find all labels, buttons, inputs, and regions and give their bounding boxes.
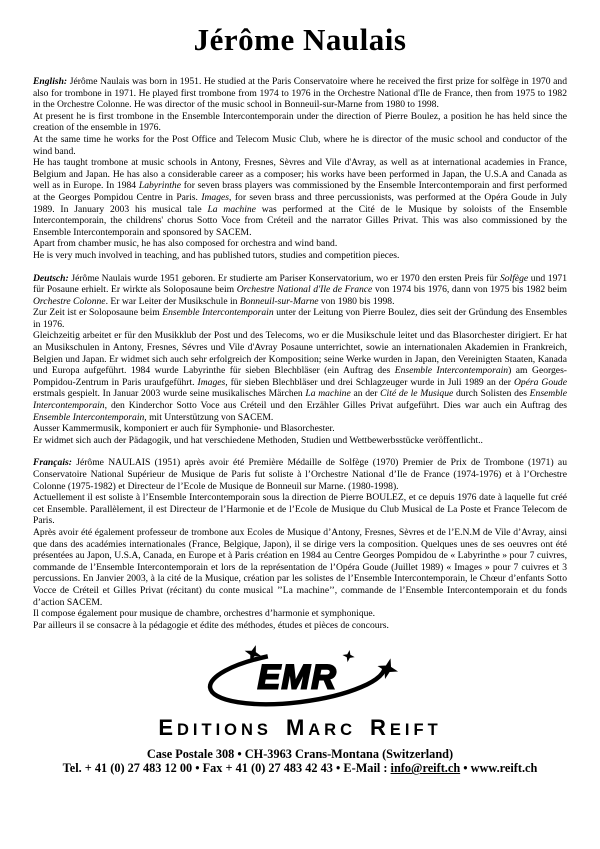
wordmark-word: REIFT (370, 715, 442, 741)
section-deutsch (33, 273, 567, 447)
logo-acronym: EMR (257, 658, 337, 697)
star-icon (341, 649, 355, 663)
paragraph: At the same time he works for the Post Office and Telecom Music Club, where he is director of the music school and conductor of the wind band. (33, 133, 567, 157)
paragraph: Er widmet sich auch der Pädagogik, und hat verschiedene Methoden, Studien und Wettbewerbsstücke veröffentlicht.. (33, 434, 483, 446)
footer-address: Case Postale 308 • CH-3963 Crans-Montana (Switzerland) (146, 747, 454, 762)
paragraph: Par ailleurs il se consacre à la pédagogie et édite des méthodes, études et pièces de concours. (33, 619, 389, 631)
paragraph: Actuellement il est soliste à l’Ensemble Intercontemporain sous la direction de Pierre BOULEZ, et ce depuis 1976 date à laquelle fut créé cet Ensemble. Parallèlement, il est Directeur de l’Harmonie et de l’Ecole de Musique du Club Musical de La Poste et France Telecom de Paris. (33, 492, 567, 527)
section-francais (33, 457, 567, 631)
footer-contact (33, 761, 567, 775)
paragraph: Ausser Kammermusik, komponiert er auch für Symphonie- und Blasorchester. (33, 423, 335, 435)
paragraph: Gleichzeitig arbeitet er für den Musikklub der Post und des Telecoms, wo er die Musikschule leitet und das Blasorchester dirigiert. Er hat an Musikschulen in Antony, Fresnes, Sévres und Vile d'Avray Posaune unterrichtet, sowie an internationalen Akademien in Frankreich, Belgien und Japan. Er widmet sich auch sehr erfolgreich der Komposition; seine Werke wurden in Japan, den Vereinigten Staaten, Kanada und Europa aufgeführt. 1984 wurde Labyrinthe für sieben Blechbläser (ein Auftrag des Ensemble Intercontemporain) am Georges-Pompidou-Zentrum in Paris uraufgeführt. Images, für sieben Blechbläser und drei Schlagzeuger wurde in Juli 1989 an der Opéra Goude erstmals gespielt. In Januar 2003 wurde seine musikalisches Märchen La machine an der Cité de le Musique durch Solisten des Ensemble Intercontemporain, den Kinderchor Sotto Voce aus Créteil und den Erzähler Gilles Privat aufgeführt. Dies war auch ein Auftrag des Ensemble Intercontemporain, mit Unterstützung von SACEM. (33, 330, 567, 423)
wordmark-word: MARC (285, 715, 357, 741)
footer (33, 747, 567, 775)
publisher-logo (33, 642, 567, 741)
paragraph: Zur Zeit ist er Soloposaune beim Ensemble Intercontemporain unter der Leitung von Pierre Boulez, dies seit der Gründung des Ensembles in 1976. (33, 307, 567, 330)
emr-logo-icon (193, 642, 408, 715)
page-title: Jérôme Naulais (193, 22, 407, 57)
paragraph: Après avoir été également professeur de trombone aux Ecoles de Musique d’Antony, Fresnes, Sèvres et de l’E.N.M de Vile d’Avray, ainsi que dans des académies internationales (France, Belgique, Japon), il se dirige vers la composition. Quelques unes de ses oeuvres ont été présentées au Japon, U.S.A, Canada, en Europe et à Paris création en 1984 au Centre Georges Pompidou de « Labyrinthe » pour 7 cuivres, commande de l’Ensemble Intercontemporain et lors de la représentation de l’Opéra Goude (Juillet 1989) « Images » pour 7 cuivres et 3 percussions. En Janvier 2003, à la cité de la Musique, création par les solistes de l’Ensemble Intercontemporain, le Chœur d’enfants Sotto Vocce de Créteil et Gilles Privat (récitant) du conte musical ’’La machine’’, commande de l’Ensemble Intercontemporain et du fonds d’action SACEM. (33, 526, 567, 608)
footer-contact-suffix: • www.reift.ch (460, 761, 538, 776)
paragraph: English: Jérôme Naulais was born in 1951. He studied at the Paris Conservatoire where he received the first prize for solfège in 1970 and also for trombone in 1971. He played first trombone from 1974 to 1976 in the Orchestre National d'Ile de France, then from 1975 to 1982 in the Orchestre Colonne. He was director of the music school in Bonneuil-sur-Marne from 1980 to 1998. (33, 76, 567, 111)
paragraph: He has taught trombone at music schools in Antony, Fresnes, Sèvres and Vile d'Avray, as well as at international academies in France, Belgium and Japan. He has also a considerable career as a composer; his works have been performed in Japan, the U.S.A and Canada as well as in Europe. In 1984 Labyrinthe for seven brass players was commissioned by the Ensemble Intercontemporain and first performed at the Georges Pompidou Centre in Paris. Images, for seven brass and three percussionists, was performed at the Opéra Goude in July 1989. In January 2003 his musical tale La machine was performed at the Cité de le Musique by soloists of the Ensemble Intercontemporain, the childrens' chorus Sotto Voce from Créteil and the narrator Gilles Privat. This was also commissioned by the Ensemble Intercontemporain and sponsored by SACEM. (33, 157, 568, 238)
paragraph: He is very much involved in teaching, and has published tutors, studies and competition pieces. (33, 249, 400, 261)
footer-contact-prefix: Tel. + 41 (0) 27 483 12 00 • Fax + 41 (0) 27 483 42 43 • E-Mail : (62, 761, 391, 776)
email-link[interactable]: info@reift.ch (390, 761, 461, 776)
paragraph: At present he is first trombone in the Ensemble Intercontemporain under the direction of Pierre Boulez, a position he has held since the creation of the ensemble in 1976. (33, 110, 567, 134)
paragraph: Français: Jérôme NAULAIS (1951) après avoir été Première Médaille de Solfège (1970) Premier de Prix de Trombone (1971) au Conservatoire National Supérieur de Musique de Paris fut soliste à l’Orchestre National d’Ile de France (1974-1976) et à l’Orchestre Colonne (1975-1982) et Directeur de l’Ecole de Musique de Bonneuil sur Marne. (1980-1998). (33, 457, 567, 492)
section-english (33, 76, 567, 262)
publisher-wordmark (33, 715, 567, 741)
paragraph: Il compose également pour musique de chambre, orchestres d’harmonie et symphonique. (33, 608, 376, 620)
paragraph: Deutsch: Jérôme Naulais wurde 1951 geboren. Er studierte am Pariser Konservatorium, wo er 1970 den ersten Preis für Solfège und 1971 für Posaune erhielt. Er wirkte als Soloposaune beim Orchestre National d'Ile de France von 1974 bis 1976, dann von 1975 bis 1982 beim Orchestre Colonne. Er war Leiter der Musikschule in Bonneuil-sur-Marne von 1980 bis 1998. (33, 272, 567, 307)
paragraph: Apart from chamber music, he has also composed for orchestra and wind band. (33, 238, 338, 250)
wordmark-word: EDITIONS (158, 715, 272, 741)
